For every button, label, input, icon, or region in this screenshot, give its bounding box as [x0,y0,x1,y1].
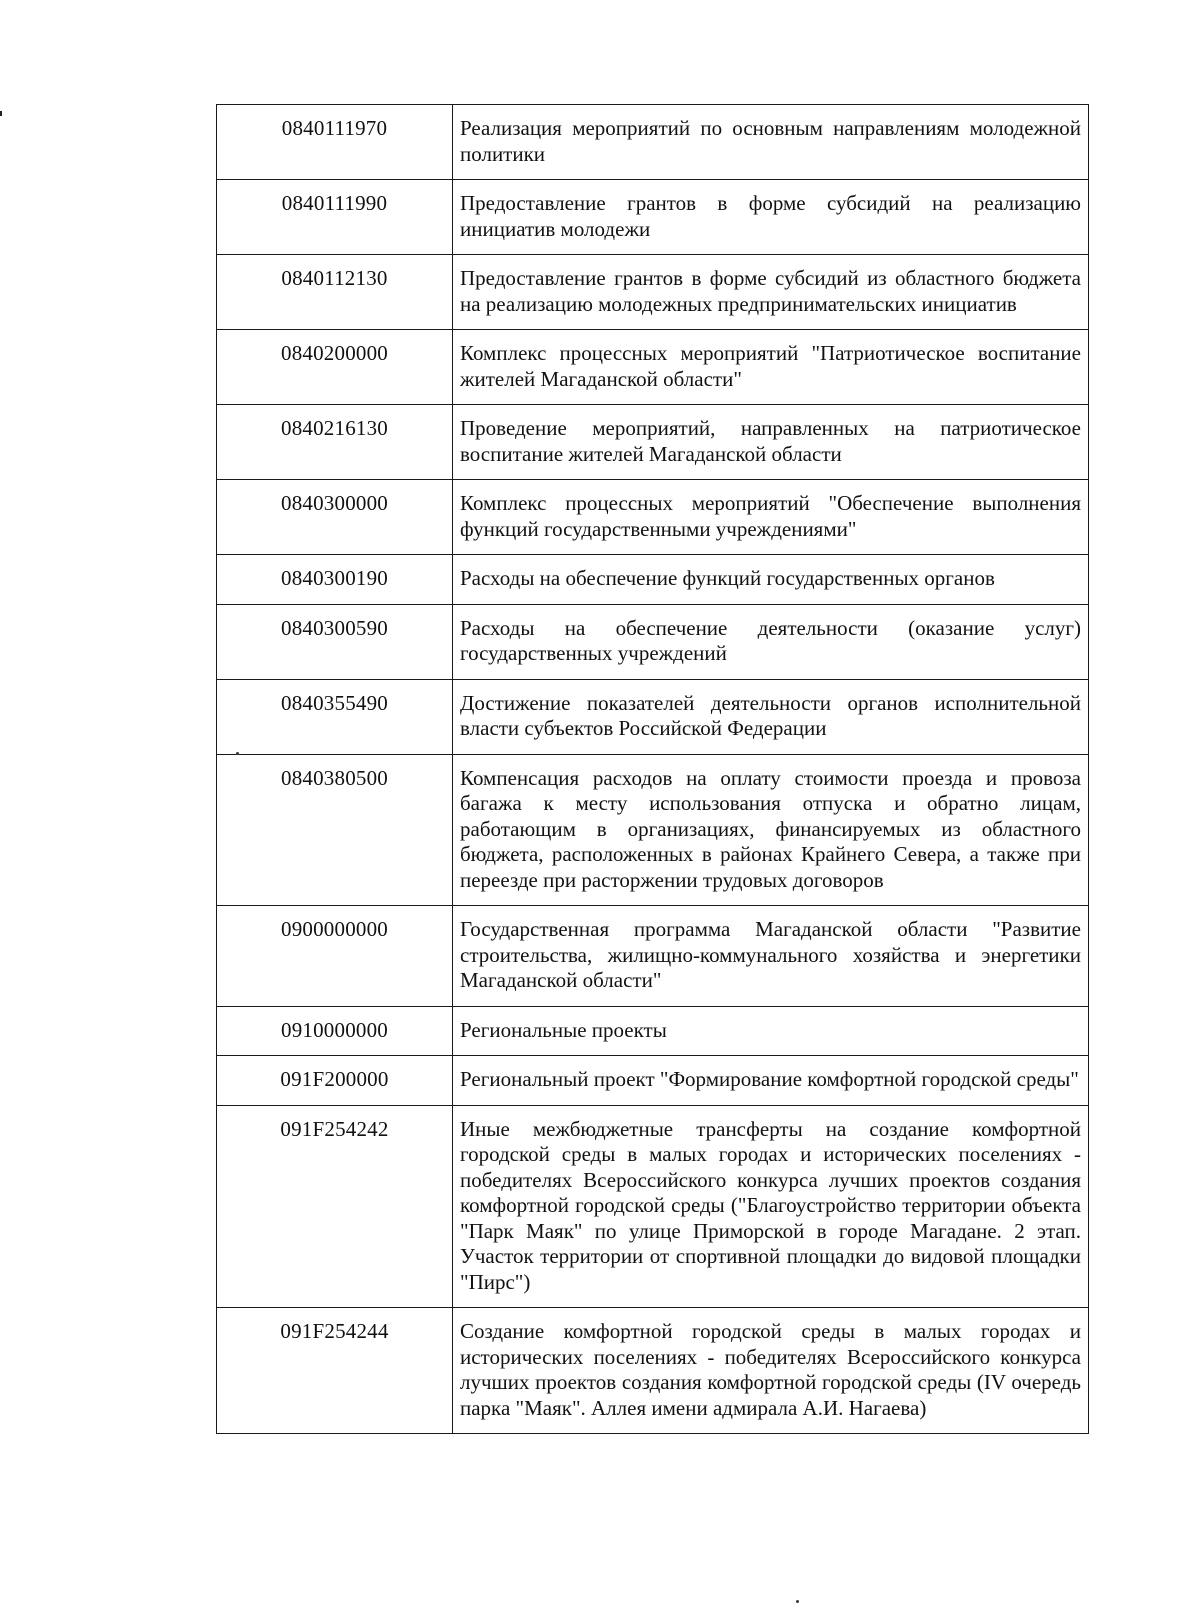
row-code: 0840111970 [217,105,453,180]
row-code: 091F200000 [217,1056,453,1106]
table-row [217,105,1089,180]
table-row [217,679,1089,754]
row-code: 0840300190 [217,555,453,605]
row-description: Комплекс процессных мероприятий "Обеспечение выполнения функций государственными учреждениями" [453,480,1089,555]
row-description: Региональные проекты [453,1006,1089,1056]
table-row [217,405,1089,480]
row-code: 0840112130 [217,255,453,330]
table-row [217,1105,1089,1308]
row-code: 0840300000 [217,480,453,555]
row-description: Комплекс процессных мероприятий "Патриотическое воспитание жителей Магаданской области" [453,330,1089,405]
table-row [217,754,1089,906]
table-row [217,330,1089,405]
table-row [217,1056,1089,1106]
scan-speck [796,1600,799,1603]
table-row [217,255,1089,330]
scan-edge-mark [0,111,2,116]
row-code: 091F254242 [217,1105,453,1308]
row-code: 0840216130 [217,405,453,480]
table-row [217,180,1089,255]
row-description: Проведение мероприятий, направленных на патриотическое воспитание жителей Магаданской области [453,405,1089,480]
row-description: Государственная программа Магаданской области "Развитие строительства, жилищно-коммунального хозяйства и энергетики Магаданской области" [453,906,1089,1007]
row-code: 0900000000 [217,906,453,1007]
row-description: Иные межбюджетные трансферты на создание комфортной городской среды в малых городах и исторических поселениях - победителях Всероссийского конкурса лучших проектов создания комфортной городской среды ("Благоустройство территории объекта "Парк Маяк" по улице Приморской в городе Магадане. 2 этап. Участок территории от спортивной площадки до видовой площадки "Пирс") [453,1105,1089,1308]
row-code: 091F254244 [217,1308,453,1434]
row-code: 0840111990 [217,180,453,255]
row-description: Компенсация расходов на оплату стоимости проезда и провоза багажа к месту использования отпуска и обратно лицам, работающим в организациях, финансируемых из областного бюджета, расположенных в районах Крайнего Севера, а также при переезде при расторжении трудовых договоров [453,754,1089,906]
table-row [217,555,1089,605]
row-description: Расходы на обеспечение деятельности (оказание услуг) государственных учреждений [453,604,1089,679]
budget-classification-table [216,104,1089,1434]
row-description: Достижение показателей деятельности органов исполнительной власти субъектов Российской Федерации [453,679,1089,754]
row-code: 0840355490 [217,679,453,754]
row-description: Предоставление грантов в форме субсидий на реализацию инициатив молодежи [453,180,1089,255]
row-code: 0910000000 [217,1006,453,1056]
table-row [217,906,1089,1007]
row-code: 0840200000 [217,330,453,405]
row-code: 0840380500 [217,754,453,906]
row-code: 0840300590 [217,604,453,679]
table-row [217,480,1089,555]
scan-speck [236,752,239,755]
row-description: Предоставление грантов в форме субсидий из областного бюджета на реализацию молодежных предпринимательских инициатив [453,255,1089,330]
table-body [217,105,1089,1434]
table-row [217,604,1089,679]
row-description: Региональный проект "Формирование комфортной городской среды" [453,1056,1089,1106]
table-row [217,1006,1089,1056]
table-row [217,1308,1089,1434]
row-description: Реализация мероприятий по основным направлениям молодежной политики [453,105,1089,180]
row-description: Создание комфортной городской среды в малых городах и исторических поселениях - победителях Всероссийского конкурса лучших проектов создания комфортной городской среды (IV очередь парка "Маяк". Аллея имени адмирала А.И. Нагаева) [453,1308,1089,1434]
row-description: Расходы на обеспечение функций государственных органов [453,555,1089,605]
